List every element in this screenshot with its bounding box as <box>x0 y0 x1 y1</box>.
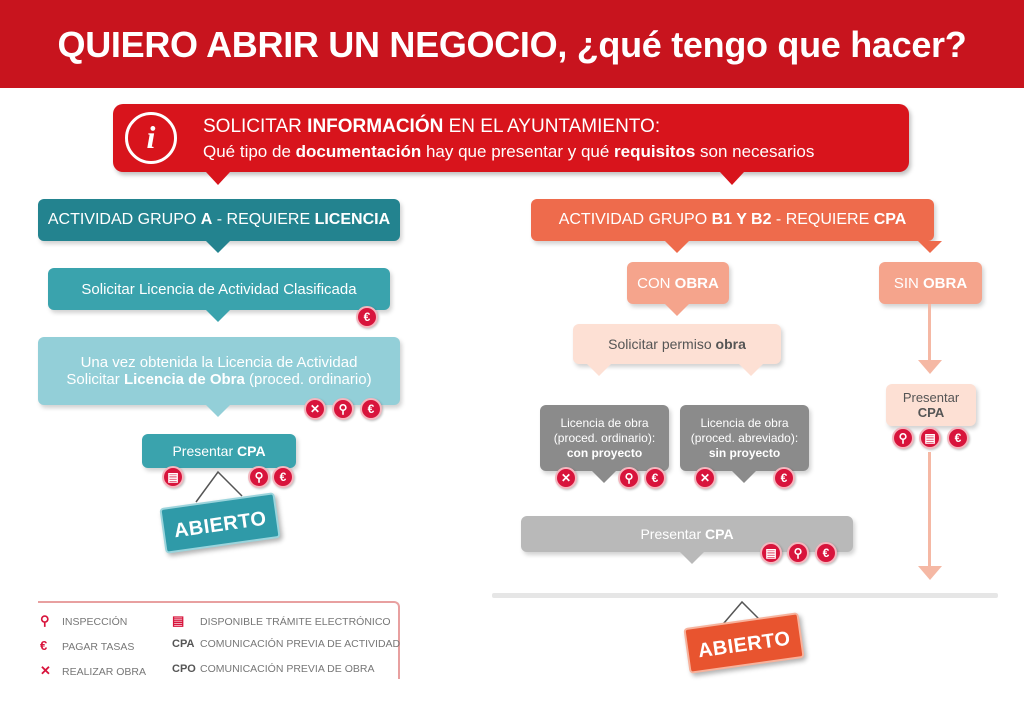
tools-icon: ✕ <box>304 398 326 420</box>
info-icon: i <box>125 112 177 164</box>
step-licencia-obra: Una vez obtenida la Licencia de Actividad Solicitar Licencia de Obra (proced. ordinario) <box>38 337 400 405</box>
sin-obra-connector <box>928 304 931 360</box>
permiso-pointer-right <box>739 364 763 376</box>
electronic-doc-icon: ▤ <box>919 427 941 449</box>
legend-electronico: ▤ DISPONIBLE TRÁMITE ELECTRÓNICO <box>172 613 391 628</box>
euro-icon: € <box>773 467 795 489</box>
inspection-icon: ⚲ <box>332 398 354 420</box>
legend-cpa: CPA COMUNICACIÓN PREVIA DE ACTIVIDAD <box>172 638 401 650</box>
electronic-doc-icon: ▤ <box>760 542 782 564</box>
legend-cpo: CPO COMUNICACIÓN PREVIA DE OBRA <box>172 663 375 675</box>
inspection-icon: ⚲ <box>248 466 270 488</box>
abierto-sign-right: ABIERTO <box>683 612 804 674</box>
info-line-2: Qué tipo de documentación hay que presentar y qué requisitos son necesarios <box>203 142 815 161</box>
info-pointer-right <box>720 172 744 185</box>
inspection-icon: ⚲ <box>40 613 50 628</box>
page-title: QUIERO ABRIR UN NEGOCIO, ¿qué tengo que hacer? <box>57 24 967 65</box>
step2-pointer <box>206 405 230 417</box>
group-b-pointer-left <box>665 241 689 253</box>
electronic-doc-icon: ▤ <box>172 613 185 628</box>
sin-obra-label: SIN OBRA <box>879 262 982 304</box>
tools-icon: ✕ <box>40 663 51 678</box>
inspection-icon: ⚲ <box>892 427 914 449</box>
lic-abr-pointer <box>732 471 756 483</box>
page-header <box>0 0 1024 88</box>
abierto-sign-left: ABIERTO <box>159 492 280 554</box>
con-obra-pointer <box>665 304 689 316</box>
con-obra-label: CON OBRA <box>627 262 729 304</box>
sin-obra-arrow <box>918 360 942 374</box>
sin-obra-connector-2 <box>928 452 931 568</box>
legend-inspeccion: ⚲ INSPECCIÓN <box>40 613 128 628</box>
euro-icon: € <box>40 638 48 653</box>
presentar-cpa-con-obra: Presentar CPA <box>521 516 853 552</box>
euro-icon: € <box>356 306 378 328</box>
legend-pagar-tasas: € PAGAR TASAS <box>40 638 135 653</box>
permiso-pointer-left <box>587 364 611 376</box>
group-b-pointer-right <box>918 241 942 253</box>
sin-obra-arrow-2 <box>918 566 942 580</box>
step-licencia-actividad: Solicitar Licencia de Actividad Clasificada <box>48 268 390 310</box>
group-a-header: ACTIVIDAD GRUPO A - REQUIERE LICENCIA <box>38 199 400 241</box>
group-a-pointer <box>206 241 230 253</box>
inspection-icon: ⚲ <box>618 467 640 489</box>
group-b-header: ACTIVIDAD GRUPO B1 Y B2 - REQUIERE CPA <box>531 199 934 241</box>
inspection-icon: ⚲ <box>787 542 809 564</box>
euro-icon: € <box>360 398 382 420</box>
presentar-cpa-pointer <box>680 552 704 564</box>
licencia-obra-ordinario: Licencia de obra (proced. ordinario): con proyecto <box>540 405 669 471</box>
licencia-obra-abreviado: Licencia de obra (proced. abreviado): sin proyecto <box>680 405 809 471</box>
info-line-1: SOLICITAR INFORMACIÓN EN EL AYUNTAMIENTO: <box>203 116 661 137</box>
tools-icon: ✕ <box>694 467 716 489</box>
info-banner <box>113 104 909 172</box>
electronic-doc-icon: ▤ <box>162 466 184 488</box>
lic-ord-pointer <box>592 471 616 483</box>
info-pointer-left <box>206 172 230 185</box>
solicitar-permiso-obra: Solicitar permiso obra <box>573 324 781 364</box>
legend-realizar-obra: ✕ REALIZAR OBRA <box>40 663 147 678</box>
euro-icon: € <box>644 467 666 489</box>
euro-icon: € <box>815 542 837 564</box>
presentar-cpa-sin-obra: Presentar CPA <box>886 384 976 426</box>
euro-icon: € <box>947 427 969 449</box>
step1-pointer <box>206 310 230 322</box>
tools-icon: ✕ <box>555 467 577 489</box>
step-presentar-cpa: Presentar CPA <box>142 434 296 468</box>
euro-icon: € <box>272 466 294 488</box>
